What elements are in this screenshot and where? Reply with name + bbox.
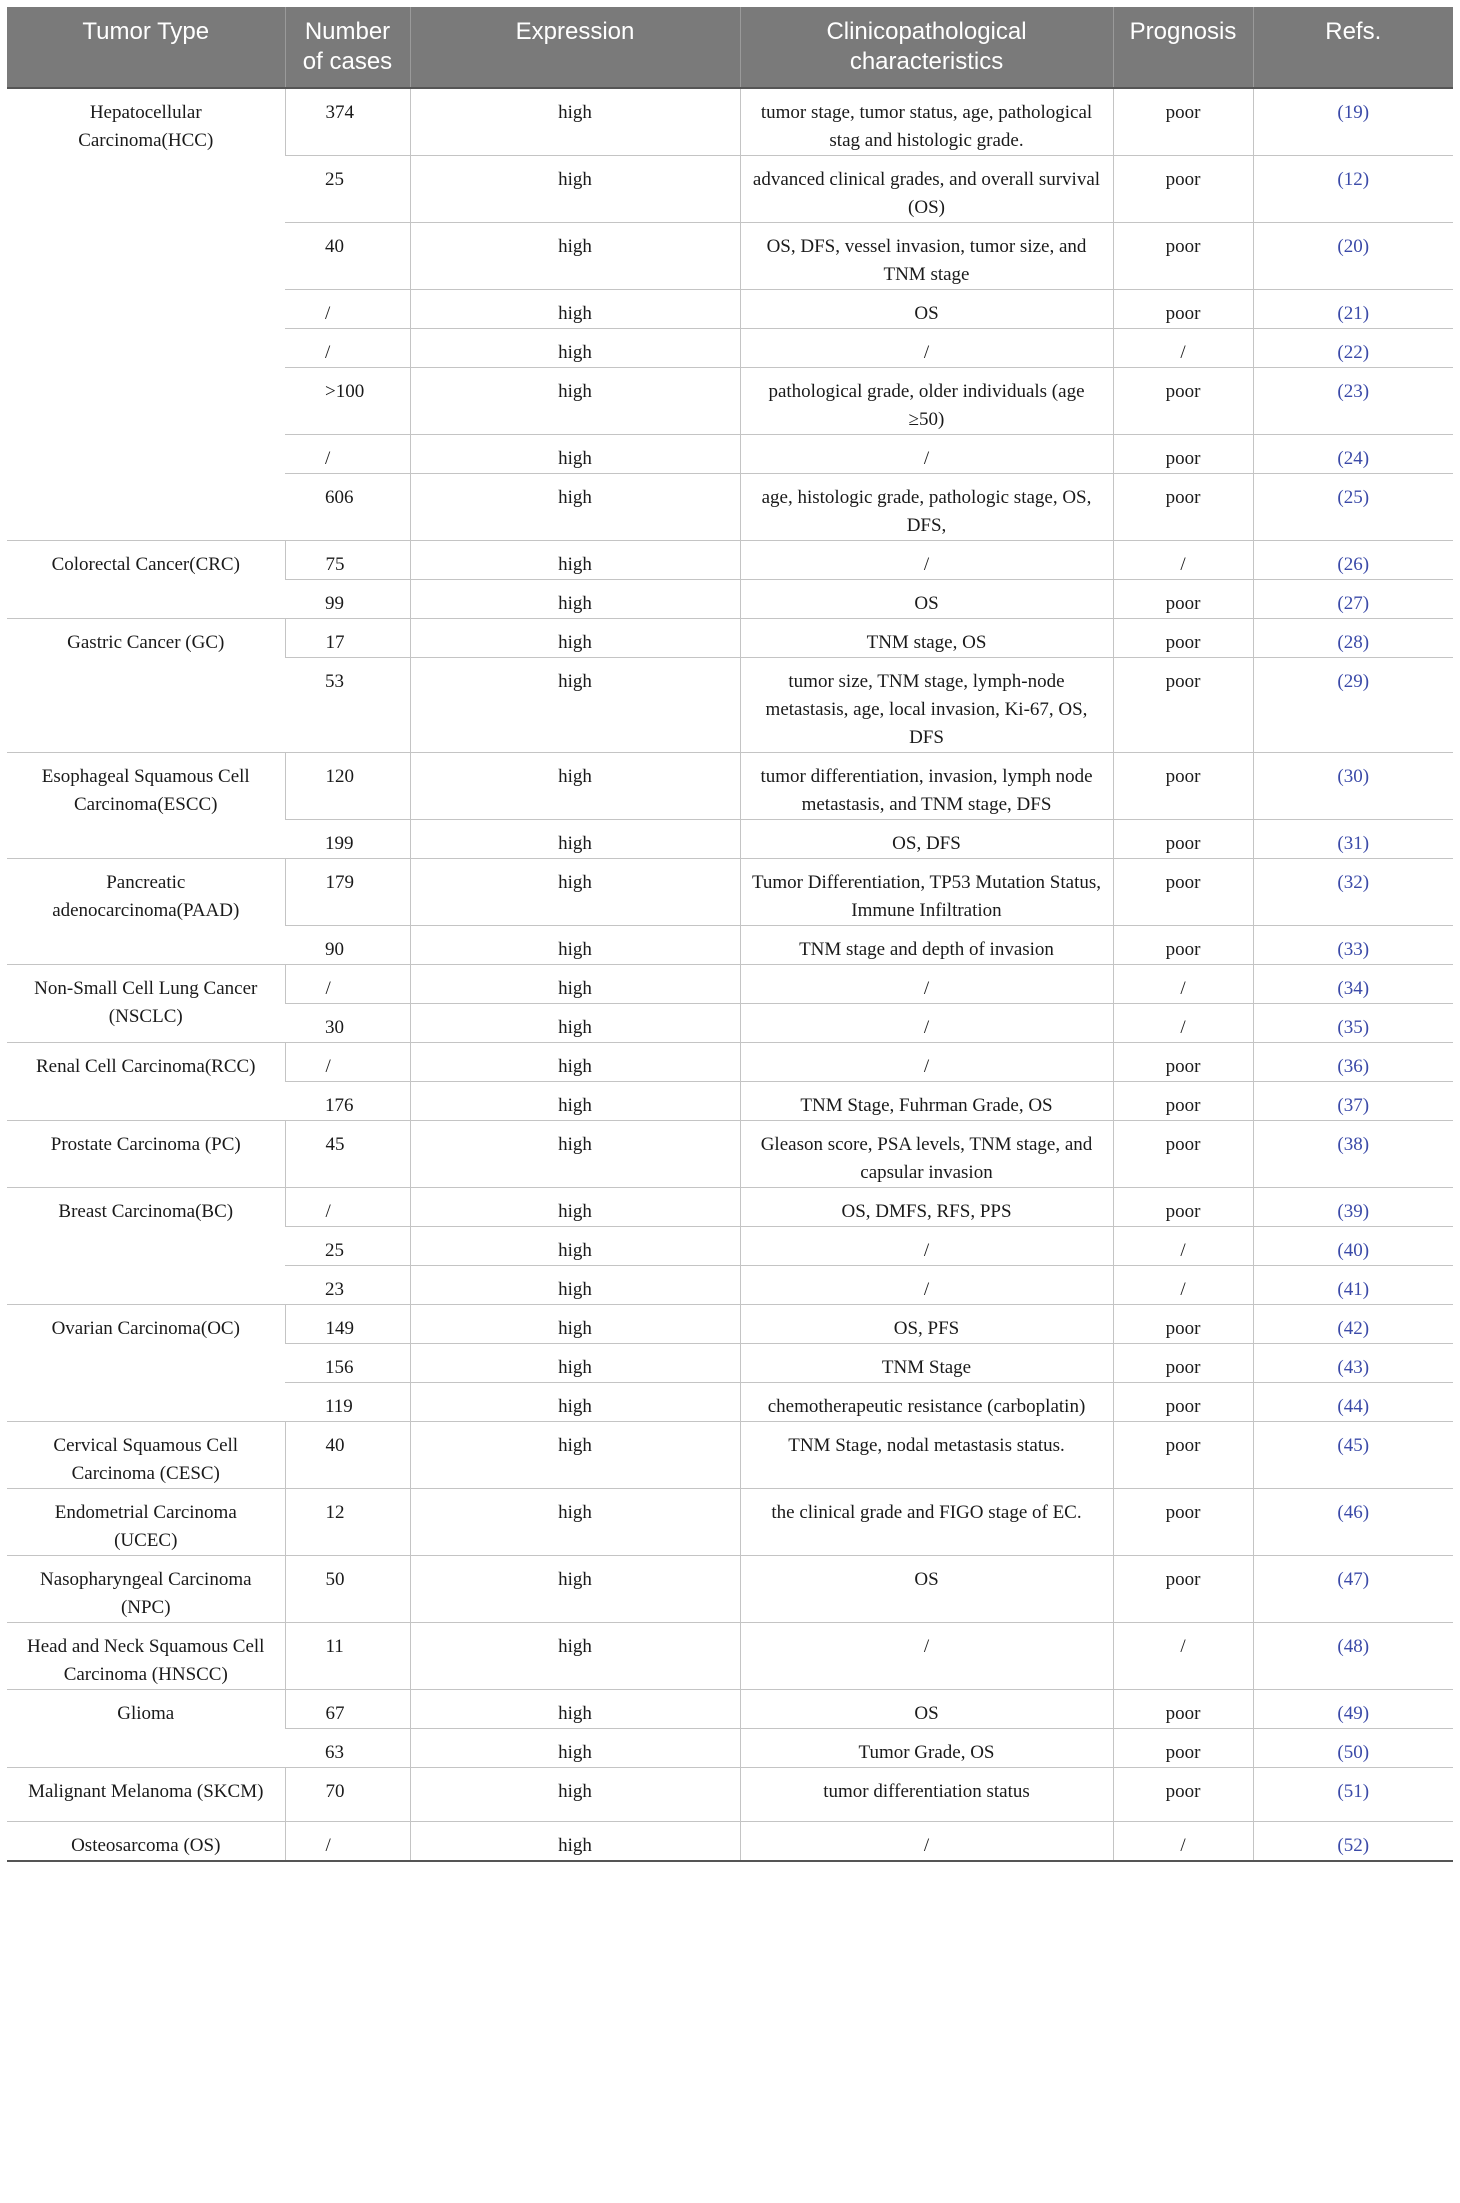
expression-cell: high xyxy=(410,1623,740,1690)
cases-cell: 40 xyxy=(285,1422,410,1489)
tumor-type-cell: Colorectal Cancer(CRC) xyxy=(7,541,285,619)
prognosis-cell: poor xyxy=(1113,1188,1253,1227)
prognosis-cell: poor xyxy=(1113,619,1253,658)
tumor-type-cell: Hepatocellular Carcinoma(HCC) xyxy=(7,88,285,541)
expression-cell: high xyxy=(410,820,740,859)
tumor-type-cell: Endometrial Carcinoma (UCEC) xyxy=(7,1489,285,1556)
cases-cell: 50 xyxy=(285,1556,410,1623)
tumor-type-cell: Prostate Carcinoma (PC) xyxy=(7,1121,285,1188)
characteristics-cell: tumor size, TNM stage, lymph-node metastasis, age, local invasion, Ki-67, OS, DFS xyxy=(740,658,1113,753)
ref-cell[interactable]: (52) xyxy=(1253,1822,1453,1862)
characteristics-cell: / xyxy=(740,1043,1113,1082)
cases-cell: 119 xyxy=(285,1383,410,1422)
expression-cell: high xyxy=(410,926,740,965)
prognosis-cell: poor xyxy=(1113,1383,1253,1422)
table-row xyxy=(7,1121,1453,1188)
expression-cell: high xyxy=(410,88,740,156)
characteristics-cell: age, histologic grade, pathologic stage, OS, DFS, xyxy=(740,474,1113,541)
tumor-type-cell: Renal Cell Carcinoma(RCC) xyxy=(7,1043,285,1121)
tumor-type-cell: Glioma xyxy=(7,1690,285,1768)
cases-cell: 156 xyxy=(285,1344,410,1383)
tumor-type-cell: Gastric Cancer (GC) xyxy=(7,619,285,753)
expression-cell: high xyxy=(410,580,740,619)
prognosis-cell: poor xyxy=(1113,435,1253,474)
tumor-type-cell: Non-Small Cell Lung Cancer (NSCLC) xyxy=(7,965,285,1043)
expression-cell: high xyxy=(410,1004,740,1043)
ref-cell[interactable]: (34) xyxy=(1253,965,1453,1004)
cases-cell: / xyxy=(285,1043,410,1082)
cases-cell: 25 xyxy=(285,156,410,223)
expression-cell: high xyxy=(410,1383,740,1422)
ref-cell[interactable]: (43) xyxy=(1253,1344,1453,1383)
table-row xyxy=(7,1489,1453,1556)
table-body xyxy=(7,88,1453,1861)
characteristics-cell: / xyxy=(740,1227,1113,1266)
header-tumor-type: Tumor Type xyxy=(7,7,285,88)
ref-cell[interactable]: (20) xyxy=(1253,223,1453,290)
cases-cell: 67 xyxy=(285,1690,410,1729)
prognosis-cell: / xyxy=(1113,541,1253,580)
cases-cell: 23 xyxy=(285,1266,410,1305)
expression-cell: high xyxy=(410,329,740,368)
header-expression: Expression xyxy=(410,7,740,88)
table-row xyxy=(7,1556,1453,1623)
prognosis-cell: poor xyxy=(1113,658,1253,753)
characteristics-cell: Tumor Differentiation, TP53 Mutation Status, Immune Infiltration xyxy=(740,859,1113,926)
characteristics-cell: tumor stage, tumor status, age, pathological stag and histologic grade. xyxy=(740,88,1113,156)
expression-cell: high xyxy=(410,156,740,223)
characteristics-cell: / xyxy=(740,329,1113,368)
expression-cell: high xyxy=(410,1121,740,1188)
cases-cell: 70 xyxy=(285,1768,410,1822)
characteristics-cell: OS, PFS xyxy=(740,1305,1113,1344)
characteristics-cell: TNM Stage, Fuhrman Grade, OS xyxy=(740,1082,1113,1121)
cases-cell: 120 xyxy=(285,753,410,820)
characteristics-cell: / xyxy=(740,435,1113,474)
prognosis-cell: / xyxy=(1113,1227,1253,1266)
tumor-expression-table xyxy=(7,7,1453,1862)
expression-cell: high xyxy=(410,753,740,820)
expression-cell: high xyxy=(410,1422,740,1489)
cases-cell: 17 xyxy=(285,619,410,658)
characteristics-cell: tumor differentiation, invasion, lymph node metastasis, and TNM stage, DFS xyxy=(740,753,1113,820)
cases-cell: 11 xyxy=(285,1623,410,1690)
table-row xyxy=(7,1690,1453,1729)
prognosis-cell: poor xyxy=(1113,1489,1253,1556)
characteristics-cell: TNM stage, OS xyxy=(740,619,1113,658)
table-row xyxy=(7,859,1453,926)
ref-cell[interactable]: (37) xyxy=(1253,1082,1453,1121)
ref-cell[interactable]: (49) xyxy=(1253,1690,1453,1729)
table-row xyxy=(7,1043,1453,1082)
cases-cell: 40 xyxy=(285,223,410,290)
table-row xyxy=(7,965,1453,1004)
expression-cell: high xyxy=(410,1556,740,1623)
ref-cell[interactable]: (46) xyxy=(1253,1489,1453,1556)
tumor-type-cell: Esophageal Squamous Cell Carcinoma(ESCC) xyxy=(7,753,285,859)
ref-cell[interactable]: (33) xyxy=(1253,926,1453,965)
ref-cell[interactable]: (22) xyxy=(1253,329,1453,368)
header-number-of-cases: Number of cases xyxy=(285,7,410,88)
table-row xyxy=(7,1422,1453,1489)
expression-cell: high xyxy=(410,368,740,435)
expression-cell: high xyxy=(410,619,740,658)
ref-cell[interactable]: (42) xyxy=(1253,1305,1453,1344)
cases-cell: 374 xyxy=(285,88,410,156)
prognosis-cell: poor xyxy=(1113,1082,1253,1121)
expression-cell: high xyxy=(410,223,740,290)
characteristics-cell: / xyxy=(740,1004,1113,1043)
cases-cell: / xyxy=(285,965,410,1004)
characteristics-cell: OS xyxy=(740,290,1113,329)
expression-cell: high xyxy=(410,1729,740,1768)
characteristics-cell: / xyxy=(740,1623,1113,1690)
expression-cell: high xyxy=(410,1768,740,1822)
characteristics-cell: TNM Stage xyxy=(740,1344,1113,1383)
prognosis-cell: poor xyxy=(1113,474,1253,541)
table-row xyxy=(7,619,1453,658)
cases-cell: / xyxy=(285,290,410,329)
characteristics-cell: Tumor Grade, OS xyxy=(740,1729,1113,1768)
prognosis-cell: poor xyxy=(1113,1344,1253,1383)
characteristics-cell: / xyxy=(740,1266,1113,1305)
tumor-type-cell: Pancreatic adenocarcinoma(PAAD) xyxy=(7,859,285,965)
cases-cell: 199 xyxy=(285,820,410,859)
expression-cell: high xyxy=(410,1344,740,1383)
table-row xyxy=(7,1188,1453,1227)
prognosis-cell: poor xyxy=(1113,753,1253,820)
table-row xyxy=(7,88,1453,156)
cases-cell: 63 xyxy=(285,1729,410,1768)
expression-cell: high xyxy=(410,1690,740,1729)
table-row xyxy=(7,1305,1453,1344)
cases-cell: 149 xyxy=(285,1305,410,1344)
ref-cell[interactable]: (39) xyxy=(1253,1188,1453,1227)
prognosis-cell: poor xyxy=(1113,580,1253,619)
prognosis-cell: poor xyxy=(1113,859,1253,926)
tumor-type-cell: Osteosarcoma (OS) xyxy=(7,1822,285,1862)
cases-cell: / xyxy=(285,435,410,474)
ref-cell[interactable]: (50) xyxy=(1253,1729,1453,1768)
characteristics-cell: advanced clinical grades, and overall survival (OS) xyxy=(740,156,1113,223)
ref-cell[interactable]: (38) xyxy=(1253,1121,1453,1188)
characteristics-cell: chemotherapeutic resistance (carboplatin) xyxy=(740,1383,1113,1422)
expression-cell: high xyxy=(410,1043,740,1082)
expression-cell: high xyxy=(410,1822,740,1862)
cases-cell: 90 xyxy=(285,926,410,965)
characteristics-cell: OS xyxy=(740,580,1113,619)
cases-cell: 99 xyxy=(285,580,410,619)
prognosis-cell: poor xyxy=(1113,156,1253,223)
cases-cell: 75 xyxy=(285,541,410,580)
expression-cell: high xyxy=(410,1489,740,1556)
cases-cell: 25 xyxy=(285,1227,410,1266)
tumor-type-cell: Nasopharyngeal Carcinoma (NPC) xyxy=(7,1556,285,1623)
ref-cell[interactable]: (21) xyxy=(1253,290,1453,329)
ref-cell[interactable]: (29) xyxy=(1253,658,1453,753)
prognosis-cell: poor xyxy=(1113,1422,1253,1489)
prognosis-cell: poor xyxy=(1113,926,1253,965)
expression-cell: high xyxy=(410,1188,740,1227)
ref-cell[interactable]: (47) xyxy=(1253,1556,1453,1623)
ref-cell[interactable]: (32) xyxy=(1253,859,1453,926)
expression-cell: high xyxy=(410,1082,740,1121)
expression-cell: high xyxy=(410,1227,740,1266)
ref-cell[interactable]: (44) xyxy=(1253,1383,1453,1422)
characteristics-cell: tumor differentiation status xyxy=(740,1768,1113,1822)
expression-cell: high xyxy=(410,658,740,753)
prognosis-cell: / xyxy=(1113,1623,1253,1690)
ref-cell[interactable]: (40) xyxy=(1253,1227,1453,1266)
cases-cell: 30 xyxy=(285,1004,410,1043)
expression-cell: high xyxy=(410,965,740,1004)
header-clinicopathological-characteristics: Clinicopathological characteristics xyxy=(740,7,1113,88)
characteristics-cell: pathological grade, older individuals (age ≥50) xyxy=(740,368,1113,435)
prognosis-cell: poor xyxy=(1113,1121,1253,1188)
table-row xyxy=(7,1768,1453,1822)
ref-cell[interactable]: (25) xyxy=(1253,474,1453,541)
expression-cell: high xyxy=(410,474,740,541)
ref-cell[interactable]: (23) xyxy=(1253,368,1453,435)
cases-cell: / xyxy=(285,329,410,368)
cases-cell: 45 xyxy=(285,1121,410,1188)
prognosis-cell: poor xyxy=(1113,290,1253,329)
ref-cell[interactable]: (26) xyxy=(1253,541,1453,580)
ref-cell[interactable]: (51) xyxy=(1253,1768,1453,1822)
expression-cell: high xyxy=(410,541,740,580)
expression-cell: high xyxy=(410,290,740,329)
prognosis-cell: poor xyxy=(1113,88,1253,156)
prognosis-cell: poor xyxy=(1113,1768,1253,1822)
ref-cell[interactable]: (41) xyxy=(1253,1266,1453,1305)
tumor-type-cell: Breast Carcinoma(BC) xyxy=(7,1188,285,1305)
expression-cell: high xyxy=(410,1266,740,1305)
characteristics-cell: TNM stage and depth of invasion xyxy=(740,926,1113,965)
characteristics-cell: / xyxy=(740,541,1113,580)
ref-cell[interactable]: (28) xyxy=(1253,619,1453,658)
ref-cell[interactable]: (45) xyxy=(1253,1422,1453,1489)
table-row xyxy=(7,753,1453,820)
prognosis-cell: poor xyxy=(1113,223,1253,290)
ref-cell[interactable]: (35) xyxy=(1253,1004,1453,1043)
tumor-type-cell: Malignant Melanoma (SKCM) xyxy=(7,1768,285,1822)
prognosis-cell: / xyxy=(1113,965,1253,1004)
tumor-type-cell: Ovarian Carcinoma(OC) xyxy=(7,1305,285,1422)
cases-cell: 606 xyxy=(285,474,410,541)
characteristics-cell: OS xyxy=(740,1690,1113,1729)
characteristics-cell: OS, DFS xyxy=(740,820,1113,859)
characteristics-cell: OS, DMFS, RFS, PPS xyxy=(740,1188,1113,1227)
prognosis-cell: / xyxy=(1113,329,1253,368)
prognosis-cell: / xyxy=(1113,1822,1253,1862)
ref-cell[interactable]: (12) xyxy=(1253,156,1453,223)
table-row xyxy=(7,1822,1453,1862)
prognosis-cell: / xyxy=(1113,1266,1253,1305)
tumor-type-cell: Cervical Squamous Cell Carcinoma (CESC) xyxy=(7,1422,285,1489)
header-prognosis: Prognosis xyxy=(1113,7,1253,88)
prognosis-cell: poor xyxy=(1113,1305,1253,1344)
characteristics-cell: the clinical grade and FIGO stage of EC. xyxy=(740,1489,1113,1556)
ref-cell[interactable]: (36) xyxy=(1253,1043,1453,1082)
cases-cell: >100 xyxy=(285,368,410,435)
table-row xyxy=(7,1623,1453,1690)
prognosis-cell: poor xyxy=(1113,1556,1253,1623)
prognosis-cell: / xyxy=(1113,1004,1253,1043)
table-row xyxy=(7,541,1453,580)
characteristics-cell: / xyxy=(740,965,1113,1004)
ref-cell[interactable]: (48) xyxy=(1253,1623,1453,1690)
header-refs: Refs. xyxy=(1253,7,1453,88)
characteristics-cell: Gleason score, PSA levels, TNM stage, and capsular invasion xyxy=(740,1121,1113,1188)
characteristics-cell: / xyxy=(740,1822,1113,1862)
prognosis-cell: poor xyxy=(1113,1043,1253,1082)
ref-cell[interactable]: (27) xyxy=(1253,580,1453,619)
cases-cell: / xyxy=(285,1188,410,1227)
characteristics-cell: TNM Stage, nodal metastasis status. xyxy=(740,1422,1113,1489)
expression-cell: high xyxy=(410,859,740,926)
cases-cell: / xyxy=(285,1822,410,1862)
header-row xyxy=(7,7,1453,88)
ref-cell[interactable]: (30) xyxy=(1253,753,1453,820)
cases-cell: 179 xyxy=(285,859,410,926)
tumor-type-cell: Head and Neck Squamous Cell Carcinoma (HNSCC) xyxy=(7,1623,285,1690)
characteristics-cell: OS, DFS, vessel invasion, tumor size, and TNM stage xyxy=(740,223,1113,290)
expression-cell: high xyxy=(410,435,740,474)
prognosis-cell: poor xyxy=(1113,1729,1253,1768)
prognosis-cell: poor xyxy=(1113,820,1253,859)
ref-cell[interactable]: (24) xyxy=(1253,435,1453,474)
ref-cell[interactable]: (19) xyxy=(1253,88,1453,156)
prognosis-cell: poor xyxy=(1113,1690,1253,1729)
cases-cell: 12 xyxy=(285,1489,410,1556)
prognosis-cell: poor xyxy=(1113,368,1253,435)
expression-cell: high xyxy=(410,1305,740,1344)
characteristics-cell: OS xyxy=(740,1556,1113,1623)
table-header xyxy=(7,7,1453,88)
cases-cell: 53 xyxy=(285,658,410,753)
cases-cell: 176 xyxy=(285,1082,410,1121)
ref-cell[interactable]: (31) xyxy=(1253,820,1453,859)
